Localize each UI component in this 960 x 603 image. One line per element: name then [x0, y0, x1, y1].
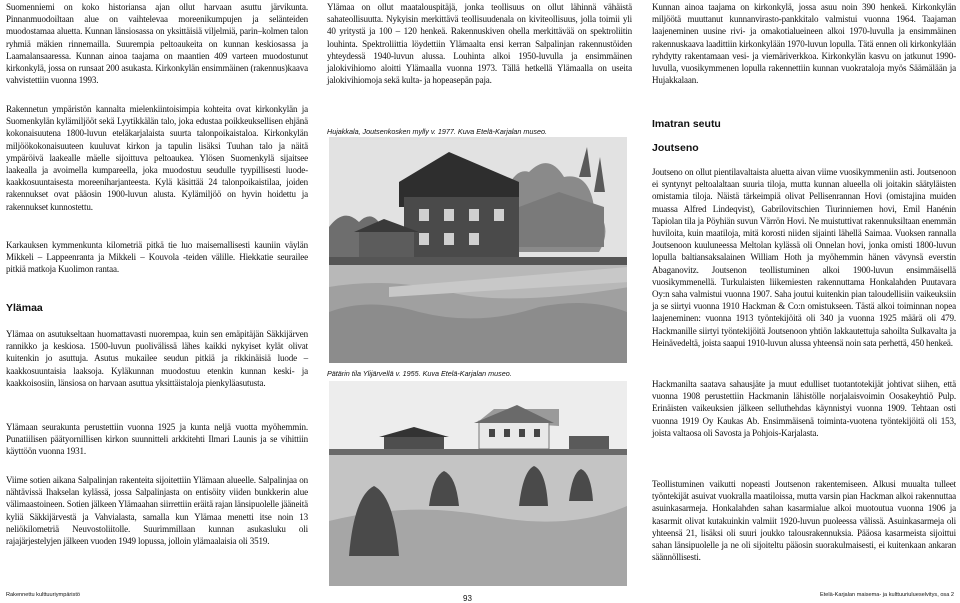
paragraph-joutseno-history: Joutseno on ollut pientilavaltaista aluetta aivan viime vuosikymmeniin asti. Joutsenoon ei syntynyt peltoalaltaan suuria tiloja, mutta kunnan alueella oli joitakin säätyläisten omistamia tiloja. Näistä tärkeimpiä olivat Pellisenrannan Hovi (omistajina muiden muassa Alfred Lindeqvist), Gabrilovitschien Tiurinniemen hovi, Emil Hanénin Tapiolan tila ja Pöyhiän suvun Värrön Hovi. Ne muistuttivat rakennuksiltaan enemmän huviloita, kuin maatiloja, mitä korosti niiden sijainti lähellä Saimaa. Vuoksen rannalla Joutsenoon kuuluneessa Meltolan kylässä oli Onnelan hovi, jonka omisti 1800-luvun lopulla baltiansaksalainen William Hoth ja myöhemmin hänen vävynsä everstin Abaganovitz. Joutsenon teollistuminen alkoi 1900-luvun ensimmäisellä vuosikymmenellä. Turkulaisten liikemiesten rakennuttama Honkalahden Puutavara Oy:n saha valmistui vuonna 1907. Saha joutui kuitenkin pian taloudellisiin vaikeuksiin ja se siirtyi vuonna 1910 Hackman & Co:n omistukseen. Tästä alkoi toiminnan nopea laajeneminen: vuonna 1913 työntekijöitä oli 340 ja vuonna 1925 määrä oli 479. Hackmanille siirtyi työntekijöitä Joutsenoon yhtiön lakkautettuja sahoilta Sulkavalta ja Heinävedeltä, joista saapui 1910-luvun alussa yhteensä noin sata perhettä, 450 henkeä.	[652, 167, 956, 348]
farm-photo	[329, 381, 627, 586]
section-heading-joutseno: Joutseno	[652, 142, 699, 154]
page-number: 93	[463, 594, 472, 603]
mill-photo-image	[329, 137, 627, 363]
paragraph-suomenniemi-environment: Rakennetun ympäristön kannalta mielenkiintoisimpia kohteita ovat kirkonkylän ja Suomenkylän kylämiljööt sekä Lyytikkälän talo, joka edustaa poikkeuksellisen ehjänä kokonaisuutena 1800-luvun eteläkarjalaista suurta talonpoikaistaloa. Kirkonkylän miljöökokonaisuuteen kuuluvat kirkon ja tapulin lisäksi Tuuhan talo ja näitä ympäröivä laakealle mäelle sijoittuva peltoaukea. Ylösen Suomenkylä sijaitsee laakealla ja avoimella kumpareella, joka muodostuu seudulle tyypillisesti luode-kaakkosuuntaisesta moreeniharjanteesta. Kylä käsittää 24 talonpoikaistilaa, joiden rakennukset ovat pääosin 1900-luvun alusta. Kylämiljöö on hyvin hoidettu ja rakennukset kunnostettu.	[6, 104, 308, 212]
footer-right-text: Etelä-Karjalan maisema- ja kulttuuriulueselvitys, osa 2	[820, 592, 954, 598]
paragraph-ylamaa-industry: Ylämaa on ollut maatalouspitäjä, jonka teollisuus on ollut lähinnä vähäistä sahateollisuutta. Nykyisin merkittävä teollisuudenala on kiviteollisuus, jolla toimii yli 40 yritystä ja 100 – 120 henkeä. Rakennuskiven ohella merkittävää on spektroliitin louhinta. Spektroliittia löydettiin Ylämaalta ensi kerran Salpalinjan rakennustöiden yhteydessä 1940-luvun alussa. Louhinta alkoi 1950-luvulla ja ensimmäinen jalokivihiomo aloitti Ylämaalla vuonna 1973. Tällä hetkellä Ylämaalla on useita jalokivihiomoja sekä kulta- ja hopeasepän paja.	[327, 2, 632, 86]
paragraph-joutseno-housing: Teollistuminen vaikutti nopeasti Joutsenon rakentemiseen. Alkusi muualta tulleet työntekijät asuivat vuokralla maatiloissa, mutta varsin pian Hackman alkoi rakennuttaa asuinkasarmeja. Honkalahden sahan kasarmialue alkoi muotoutua vuonna 1906 ja kasarmit olivat kutakuinkin valmiit 1920-luvun puoleessa välissä. Asuinkasarmeja oli yhteensä 21, lisäksi oli suuri joukko talousrakennuksia. Pääosa kasarmeista sijoittui sahan länsipuolelle ja ne oli sijoiteltu pääosin suorakulmaisesti, ei kuitenkaan ankaran säännöllisesti.	[652, 479, 956, 563]
paragraph-suomenniemi-intro: Suomenniemi on koko historiansa ajan ollut harvaan asuttu järvikunta. Pinnanmuodoiltaan alue on vaihtelevaa moreenikumpujen ja selänteiden muodostamaa aluetta. Kunnan länsiosassa on yksittäisiä viljelmiä, parin–kolmen talon ryhmiä mäkien rinnemailla. Suurempia peltoaukeita on kunnan keskiosassa ja Laamalansaaressa. Kunnan ainoa taajama on maantien 409 varteen muodostunut kirkonkylä, jossa on runsaat 200 asukasta. Kirkonkylän ensimmäinen (rakennus)kaava vahvistettiin vuonna 1993.	[6, 2, 308, 86]
section-heading-ylamaa: Ylämaa	[6, 302, 43, 314]
photo-caption-farm: Pätärin tila Ylijärvellä v. 1955. Kuva Etelä-Karjalan museo.	[327, 369, 512, 378]
mill-photo	[329, 137, 627, 363]
paragraph-karkaus-road: Karkauksen kymmenkunta kilometriä pitkä tie luo maisemallisesti kauniin väylän Mikkeli – Lappeenranta ja Mikkeli – Kouvola -teiden välille. Hiekkatie seurailee pitkiä matkoja Kuolimon rantaa.	[6, 240, 308, 275]
section-heading-imatran-seutu: Imatran seutu	[652, 118, 721, 130]
farm-photo-image	[329, 381, 627, 586]
paragraph-ylamaa-parish: Ylämaan seurakunta perustettiin vuonna 1925 ja kunta neljä vuotta myöhemmin. Punatiilisen päätyornillisen kirkon suunnitteli arkkitehti Ilmari Launis ja se vihittiin käyttöön vuonna 1931.	[6, 422, 308, 457]
paragraph-joutseno-pulp: Hackmanilta saatava sahausjäte ja muut edulliset tuotantotekijät johtivat siihen, että vuonna 1908 perustettiin Hackmanin lähistölle norjalaisvoimin Oosakeyhtiö Pulp. Erinäisten vaikeuksien jälkeen selluthehdas käynnistyi vuonna 1909. Tehtaan osti vuonna 1919 Oy Kaukas Ab. Ensimmäisenä toiminta-vuotena työntekijöitä oli 153, joista valtaosa oli Savosta ja Pohjois-Karjalasta.	[652, 379, 956, 438]
photo-caption-mill: Hujakkala, Joutsenkosken mylly v. 1977. Kuva Etelä-Karjalan museo.	[327, 127, 547, 136]
paragraph-ylamaa-kirkonkyla: Kunnan ainoa taajama on kirkonkylä, jossa asuu noin 390 henkeä. Kirkonkylän miljöötä muuttanut kunnanvirasto-pankkitalo valmistui vuonna 1964. Taajaman laajeneminen uusine rivi- ja omakotialueineen alkoi 1970-luvulla ja ensimmäinen rakennuskaava laadittiin kirkonkylään 1970-luvun lopulla. Tätä ennen oli kirkonkylään ryhdytty rakentamaan vesi- ja viemäriverkkoa. Kirkonkylän kasvu on jatkunut 1990-luvulla, vuosikymmenen lopulla rakennettiin kunnan vuokrataloja myös Säämälään ja Hujakkalaan.	[652, 2, 956, 86]
paragraph-ylamaa-salpalinja: Viime sotien aikana Salpalinjan rakenteita sijoitettiin Ylämaan alueelle. Salpalinjaa on nähtävissä Ihakselan kylässä, jossa Salpalinjasta on entisöity viiden bunkkerin alue välimaastoineen. Sotien jälkeen Ylämaahan siirrettiin eräitä rajan länsipuolelle jääneitä kyliä Säkkijärvestä ja Vahvialasta, samalla kun Ylämaa menetti itse noin 13 neliökilometriä Neuvostoliitolle. Suurimmillaan kunnan asukasluku oli rajajärjestelyjen jälkeen vuoden 1949 lopussa, jolloin ylämaalaisia oli 3519.	[6, 475, 308, 547]
paragraph-ylamaa-settlement: Ylämaa on asutukseltaan huomattavasti nuorempaa, kuin sen emäpitäjän Säkkijärven rannikko ja keskiosa. 1500-luvun puolivälissä lähes kaikki nykyiset kylät olivat kuitenkin jo asuttuja. Asutus mukailee seudun pitkiä ja rikkinäisiä luode – kaakkosuuntaisia laaksoja. Kyläkunnan muodostuu etenkin kunnan keski- ja kaakkoisosiin, länsiosa on harvaan asuttua yksittäistaloja pienkyläasutusta.	[6, 329, 308, 388]
footer-left-text: Rakennettu kulttuuriympäristö	[6, 592, 80, 598]
